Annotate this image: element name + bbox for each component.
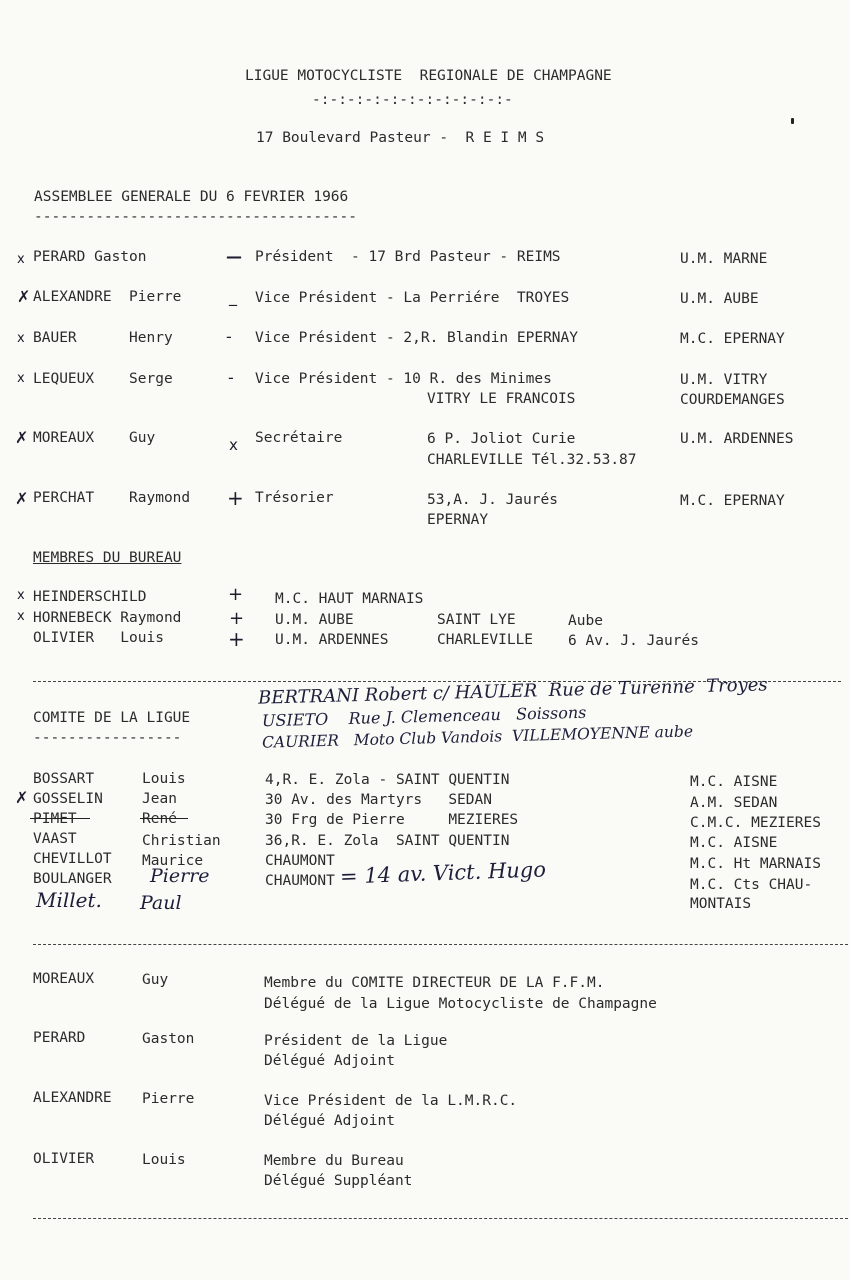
officer-role: Vice Président - 10 R. des Minimes — [255, 371, 552, 387]
comite-member-first: Louis — [142, 771, 186, 787]
comite-member-club: M.C. Ht MARNAIS — [690, 856, 821, 872]
bureau-title: MEMBRES DU BUREAU — [33, 550, 182, 566]
comite-member-club: M.C. Cts CHAU- — [690, 877, 813, 893]
officer-role: Président - 17 Brd Pasteur - REIMS — [255, 249, 561, 265]
handwritten-addition: BERTRANI Robert c/ HAULER Rue de Turenne Troyes — [257, 674, 768, 709]
bureau-member-club: U.M. AUBE — [275, 612, 354, 628]
check-mark: x — [17, 371, 25, 386]
delegate-line1: Président de la Ligue — [264, 1033, 448, 1049]
officer-role: Vice Président - 2,R. Blandin EPERNAY — [255, 330, 579, 346]
check-mark: ✗ — [15, 788, 29, 807]
officer-name: BAUER Henry — [33, 330, 173, 346]
comite-member-name: VAAST — [33, 831, 77, 847]
comite-member-name: CHEVILLOT — [33, 851, 112, 867]
cross-mark: + — [228, 627, 245, 651]
delegate-line2: Délégué de la Ligue Motocycliste de Champagne — [264, 996, 657, 1012]
comite-member-first: René — [142, 811, 177, 827]
delegate-line1: Membre du COMITE DIRECTEUR DE LA F.F.M. — [264, 975, 605, 991]
bureau-member-city: CHARLEVILLE — [437, 632, 534, 648]
bureau-member-extra: 6 Av. J. Jaurés — [568, 633, 699, 649]
officer-role: Vice Président - La Perriére TROYES — [255, 290, 570, 306]
cross-mark: + — [228, 584, 244, 605]
officer-name: MOREAUX Guy — [33, 430, 156, 446]
comite-member-address: 4,R. E. Zola - SAINT QUENTIN — [265, 772, 510, 788]
handwritten-addition: USIETO Rue J. Clemenceau Soissons — [261, 702, 587, 731]
delegate-name: OLIVIER — [33, 1151, 95, 1167]
officer-club: U.M. MARNE — [680, 251, 768, 267]
comite-member-club: A.M. SEDAN — [690, 795, 778, 811]
check-mark: x — [17, 331, 25, 346]
officer-club-line2: COURDEMANGES — [680, 392, 785, 408]
comite-member-club: M.C. AISNE — [690, 835, 778, 851]
handwritten-addition: CAURIER Moto Club Vandois VILLEMOYENNE aube — [261, 722, 694, 752]
comite-member-name: BOULANGER — [33, 871, 112, 887]
tick-mark: - — [228, 368, 234, 387]
comite-member-name: PIMET — [33, 811, 77, 827]
assembly-title: ASSEMBLEE GENERALE DU 6 FEVRIER 1966 — [34, 189, 349, 205]
comite-member-address: 30 Av. des Martyrs SEDAN — [265, 792, 492, 808]
tick-mark: x — [229, 436, 238, 454]
handwritten-address: = 14 av. Vict. Hugo — [339, 857, 547, 889]
comite-member-first: Jean — [142, 791, 177, 807]
check-mark: ✗ — [17, 287, 31, 306]
officer-role: Trésorier — [255, 490, 334, 506]
comite-member-name: BOSSART — [33, 771, 95, 787]
delegate-first: Gaston — [142, 1031, 195, 1047]
section-divider — [33, 1218, 848, 1219]
officer-role: Secrétaire — [255, 430, 343, 446]
tick-mark: — — [226, 247, 242, 266]
officer-club: M.C. EPERNAY — [680, 331, 785, 347]
cross-mark: + — [227, 486, 244, 510]
delegate-name: MOREAUX — [33, 971, 95, 987]
delegate-first: Guy — [142, 972, 169, 988]
comite-member-address: CHAUMONT — [265, 853, 335, 869]
check-mark: ✗ — [15, 489, 29, 508]
comite-title: COMITE DE LA LIGUE — [33, 710, 191, 726]
check-mark: x — [17, 252, 25, 267]
comite-member-first: Christian — [142, 833, 221, 849]
assembly-underline: ------------------------------------- — [34, 209, 358, 225]
delegate-line1: Membre du Bureau — [264, 1153, 404, 1169]
comite-member-address: 30 Frg de Pierre MEZIERES — [265, 812, 519, 828]
bureau-member-name: HORNEBECK Raymond — [33, 610, 182, 626]
officer-club: U.M. AUBE — [680, 291, 759, 307]
bureau-member-club: M.C. HAUT MARNAIS — [275, 591, 424, 607]
check-mark: ✗ — [15, 428, 29, 447]
delegate-name: ALEXANDRE — [33, 1090, 112, 1106]
comite-member-club: M.C. AISNE — [690, 774, 778, 790]
officer-name: PERCHAT Raymond — [33, 490, 191, 506]
check-mark: x — [17, 609, 25, 624]
tick-mark: - — [226, 327, 232, 346]
officer-name: PERARD Gaston — [33, 249, 147, 265]
comite-member-club-line2: MONTAIS — [690, 896, 752, 912]
comite-underline: ----------------- — [33, 730, 182, 746]
comite-member-first-handwritten: Pierre — [150, 865, 210, 887]
league-title: LIGUE MOTOCYCLISTE REGIONALE DE CHAMPAGNE — [245, 68, 612, 84]
bureau-member-city: SAINT LYE — [437, 612, 516, 628]
delegate-name: PERARD — [33, 1030, 86, 1046]
handwritten-member-name: Millet. — [36, 888, 102, 912]
bureau-member-name: OLIVIER Louis — [33, 630, 164, 646]
cross-mark: + — [229, 608, 245, 629]
delegate-first: Louis — [142, 1152, 186, 1168]
tick-mark: _ — [229, 287, 237, 306]
bureau-member-name: HEINDERSCHILD — [33, 589, 147, 605]
officer-address: 6 P. Joliot Curie — [427, 431, 576, 447]
comite-member-club: C.M.C. MEZIERES — [690, 815, 821, 831]
officer-name: ALEXANDRE Pierre — [33, 289, 182, 305]
bureau-member-extra: Aube — [568, 613, 603, 629]
officer-club: M.C. EPERNAY — [680, 493, 785, 509]
bureau-member-club: U.M. ARDENNES — [275, 632, 389, 648]
delegate-line2: Délégué Adjoint — [264, 1053, 395, 1069]
officer-name: LEQUEUX Serge — [33, 371, 173, 387]
comite-member-address: 36,R. E. Zola SAINT QUENTIN — [265, 833, 510, 849]
officer-club: U.M. ARDENNES — [680, 431, 794, 447]
comite-member-name: GOSSELIN — [33, 791, 103, 807]
league-address: 17 Boulevard Pasteur - R E I M S — [256, 130, 545, 146]
officer-address-line2: CHARLEVILLE Tél.32.53.87 — [427, 452, 637, 468]
check-mark: x — [17, 588, 25, 603]
delegate-line2: Délégué Adjoint — [264, 1113, 395, 1129]
delegate-first: Pierre — [142, 1091, 195, 1107]
title-ornament: -:-:-:-:-:-:-:-:-:-:-:- — [312, 92, 513, 108]
officer-club: U.M. VITRY — [680, 372, 768, 388]
comite-member-first: Maurice — [142, 853, 204, 869]
strikethrough-line — [30, 818, 90, 819]
officer-address: 53,A. J. Jaurés — [427, 492, 558, 508]
delegate-line2: Délégué Suppléant — [264, 1173, 413, 1189]
handwritten-member-first: Paul — [140, 892, 182, 914]
officer-address-line2: VITRY LE FRANCOIS — [427, 391, 576, 407]
section-divider — [33, 944, 848, 945]
ink-speck — [791, 118, 794, 124]
delegate-line1: Vice Président de la L.M.R.C. — [264, 1093, 518, 1109]
strikethrough-line — [140, 818, 188, 819]
comite-member-address: CHAUMONT — [265, 873, 335, 889]
officer-address-line2: EPERNAY — [427, 512, 489, 528]
